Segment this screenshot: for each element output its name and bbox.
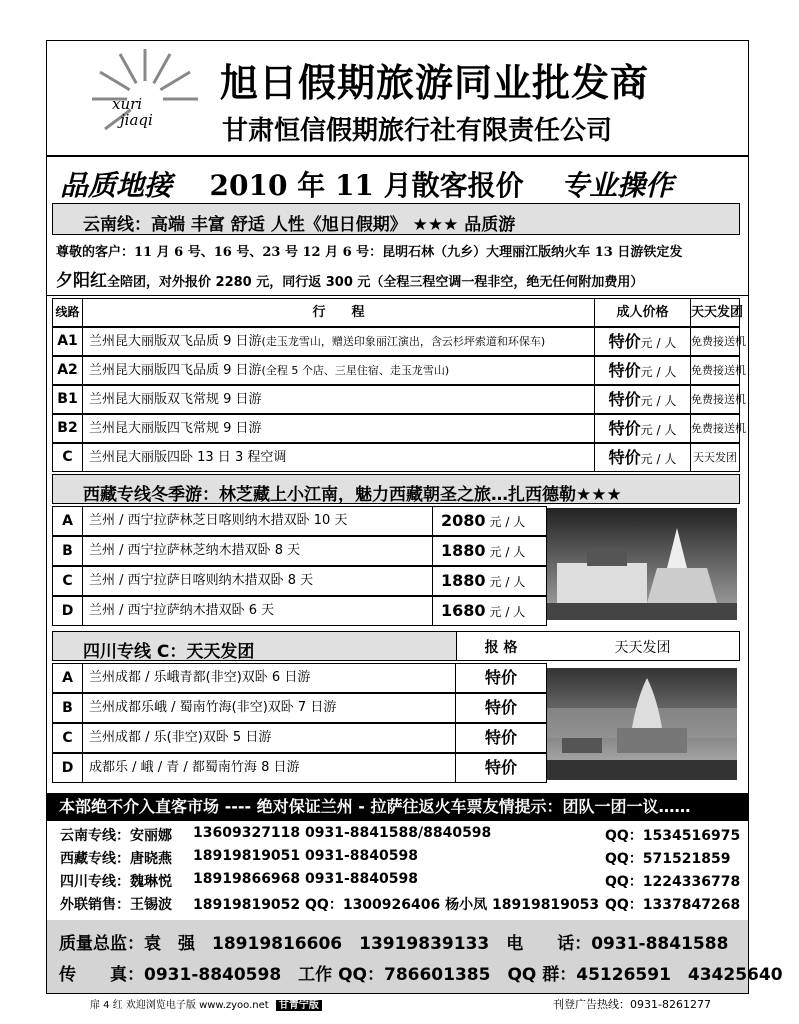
price-value: 特价 — [608, 419, 641, 438]
adult-price — [595, 444, 691, 471]
route-title: 兰州昆大丽版双飞常规 9 日游 — [89, 392, 262, 407]
bottom-contact-box — [47, 920, 783, 993]
route-name — [83, 357, 595, 384]
tibet-row — [52, 566, 547, 596]
headline-middle: 2010 年 11 月散客报价 — [209, 169, 524, 202]
price-value: 1680 — [441, 601, 486, 620]
tibet-band-text: 西藏专线冬季游：林芝藏上小江南，魅力西藏朝圣之旅…扎西德勒★★★ — [83, 485, 622, 505]
contact-qq: QQ：1534516975 — [605, 828, 741, 844]
headline-left: 品质地接 — [60, 169, 173, 202]
route-code: A2 — [53, 357, 83, 384]
sichuan-row — [52, 723, 547, 753]
route-code: A — [53, 664, 83, 692]
sichuan-band — [52, 631, 740, 661]
sunset-line — [56, 266, 643, 291]
route-name: 兰州 / 西宁拉萨林芝纳木措双卧 8 天 — [83, 537, 433, 565]
header-itinerary: 行 程 — [83, 299, 595, 326]
notice-band: 本部绝不介入直客市场 ---- 绝对保证兰州 - 拉萨往返火车票友情提示：团队一团一议…… — [47, 793, 748, 821]
yunnan-row — [52, 327, 746, 356]
tibet-row — [52, 596, 547, 626]
price-unit: 元 / 人 — [640, 365, 677, 379]
contact-name: 西藏专线：唐晓燕 — [60, 851, 172, 867]
edition-badge: 甘青宁版 — [276, 1000, 322, 1011]
header-route: 线路 — [53, 299, 83, 326]
sichuan-price-header: 报 格 — [484, 640, 518, 656]
route-note: (走玉龙雪山，赠送印象丽江演出，含云杉坪索道和环保车) — [261, 335, 546, 348]
yunnan-row — [52, 385, 746, 414]
route-code: D — [53, 754, 83, 782]
price-value: 1880 — [441, 571, 486, 590]
company-title: 旭日假期旅游同业批发商 — [220, 61, 650, 105]
contact-qq: QQ：1337847268 — [605, 897, 741, 913]
sichuan-price: 特价 — [484, 758, 517, 777]
price-value: 1880 — [441, 541, 486, 560]
price-unit: 元 / 人 — [489, 605, 526, 619]
route-note: (全程 5 个店、三星住宿、走玉龙雪山) — [261, 364, 450, 377]
fax-qq-line: 传 真：0931-8840598 工作 QQ：786601385 QQ 群：45126591 43425640 — [59, 965, 783, 985]
price-value: 特价 — [608, 390, 641, 409]
header-departure: 天天发团 — [691, 305, 744, 320]
price-unit: 元 / 人 — [640, 452, 677, 466]
footer-left-text: 扉 4 红 欢迎浏览电子版 www.zyoo.net — [90, 1000, 269, 1011]
route-name — [83, 415, 595, 442]
sichuan-row — [52, 693, 547, 723]
route-name: 兰州 / 西宁拉萨林芝日喀则纳木措双卧 10 天 — [83, 507, 433, 535]
route-code: C — [53, 567, 83, 595]
yunnan-row — [52, 414, 746, 443]
contact-phones: 13609327118 0931-8841588/8840598 — [193, 825, 492, 841]
route-title: 兰州昆大丽版四飞常规 9 日游 — [89, 421, 262, 436]
header-adult-price: 成人价格 — [595, 299, 691, 326]
sichuan-row — [52, 663, 547, 693]
potala-palace-photo — [547, 508, 737, 620]
route-name — [83, 386, 595, 413]
route-name: 兰州 / 西宁拉萨日喀则纳木措双卧 8 天 — [83, 567, 433, 595]
divider — [47, 295, 748, 296]
route-code: A1 — [53, 328, 83, 355]
departure: 免费接送机 — [691, 393, 746, 406]
departure: 免费接送机 — [691, 422, 746, 435]
quality-director-line: 质量总监：袁 强 18919816606 13919839133 电 话：0931-8841588 — [59, 934, 729, 954]
route-title: 兰州昆大丽版双飞品质 9 日游 — [89, 334, 262, 349]
route-name: 兰州成都 / 乐峨青都(非空)双卧 6 日游 — [83, 664, 456, 692]
route-code: B — [53, 694, 83, 722]
footer-right: 刊登广告热线：0931-8261277 — [553, 998, 711, 1011]
sunset-label: 夕阳红 — [56, 271, 107, 291]
tibet-price — [433, 507, 546, 535]
contact-name: 外联销售：王锡波 — [60, 897, 172, 913]
contact-qq: QQ：1224336778 — [605, 874, 741, 890]
route-title: 兰州昆大丽版四卧 13 日 3 程空调 — [89, 450, 287, 465]
tibet-row — [52, 536, 547, 566]
tibet-price — [433, 537, 546, 565]
price-value: 特价 — [608, 361, 641, 380]
sichuan-price: 特价 — [484, 728, 517, 747]
headline-right: 专业操作 — [561, 169, 674, 202]
adult-price — [595, 328, 691, 355]
price-unit: 元 / 人 — [489, 545, 526, 559]
contact-phones: 18919819052 QQ：1300926406 杨小凤 18919819053 — [193, 897, 600, 913]
route-code: C — [53, 444, 83, 471]
route-code: A — [53, 507, 83, 535]
route-name: 兰州成都 / 乐(非空)双卧 5 日游 — [83, 724, 456, 752]
contact-name: 云南专线：安丽娜 — [60, 828, 172, 844]
price-unit: 元 / 人 — [489, 575, 526, 589]
route-code: B2 — [53, 415, 83, 442]
sun-logo-icon — [90, 44, 200, 144]
sichuan-band-text: 四川专线 C：天天发团 — [83, 642, 255, 662]
route-name: 兰州成都乐峨 / 蜀南竹海(非空)双卧 7 日游 — [83, 694, 456, 722]
sichuan-row — [52, 753, 547, 783]
route-code: D — [53, 597, 83, 625]
yunnan-row — [52, 356, 746, 385]
route-name — [83, 328, 595, 355]
adult-price — [595, 386, 691, 413]
yunnan-row — [52, 443, 740, 472]
route-name — [83, 444, 595, 471]
headline — [60, 164, 673, 204]
sichuan-price: 特价 — [484, 668, 517, 687]
yunnan-header-row — [52, 298, 744, 327]
adult-price — [595, 415, 691, 442]
price-value: 特价 — [608, 448, 641, 467]
route-code: B1 — [53, 386, 83, 413]
route-code: C — [53, 724, 83, 752]
buddha-statue-photo — [547, 668, 737, 780]
departure: 免费接送机 — [691, 335, 746, 348]
yunnan-band-text: 云南线：高端 丰富 舒适 人性《旭日假期》 ★★★ 品质游 — [83, 215, 516, 235]
logo-text-line1: xuri — [112, 95, 143, 113]
logo-text-line2: jiaqi — [120, 111, 153, 129]
price-unit: 元 / 人 — [640, 423, 677, 437]
divider — [47, 155, 748, 157]
sichuan-price: 特价 — [484, 698, 517, 717]
contact-phones: 18919866968 0931-8840598 — [193, 871, 418, 887]
contact-name: 四川专线：魏琳悦 — [60, 874, 172, 890]
price-unit: 元 / 人 — [640, 394, 677, 408]
sunset-text: 全陪团，对外报价 2280 元，同行返 300 元（全程三程空调一程非空，绝无任何附加费用） — [107, 275, 644, 290]
route-title: 兰州昆大丽版四飞品质 9 日游 — [89, 363, 262, 378]
price-value: 2080 — [441, 511, 486, 530]
logo-text — [112, 96, 153, 128]
contact-qq: QQ：571521859 — [605, 851, 731, 867]
price-unit: 元 / 人 — [640, 336, 677, 350]
tibet-price — [433, 597, 546, 625]
route-code: B — [53, 537, 83, 565]
tibet-band — [52, 474, 740, 504]
company-subtitle: 甘肃恒信假期旅行社有限责任公司 — [222, 116, 613, 146]
price-unit: 元 / 人 — [489, 515, 526, 529]
yunnan-band — [52, 203, 740, 235]
departure: 免费接送机 — [691, 364, 746, 377]
price-value: 特价 — [608, 332, 641, 351]
yunnan-notice: 尊敬的客户：11 月 6 号、16 号、23 号 12 月 6 号：昆明石林（九乡）大理丽江版纳火车 13 日游铁定发 — [56, 245, 683, 260]
route-name: 兰州 / 西宁拉萨纳木措双卧 6 天 — [83, 597, 433, 625]
adult-price — [595, 357, 691, 384]
tibet-row — [52, 506, 547, 536]
footer-left — [90, 996, 322, 1011]
contact-phones: 18919819051 0931-8840598 — [193, 848, 418, 864]
tibet-price — [433, 567, 546, 595]
sichuan-departure-header: 天天发团 — [614, 640, 671, 656]
departure: 天天发团 — [693, 451, 737, 464]
route-name: 成都乐 / 峨 / 青 / 都蜀南竹海 8 日游 — [83, 754, 456, 782]
